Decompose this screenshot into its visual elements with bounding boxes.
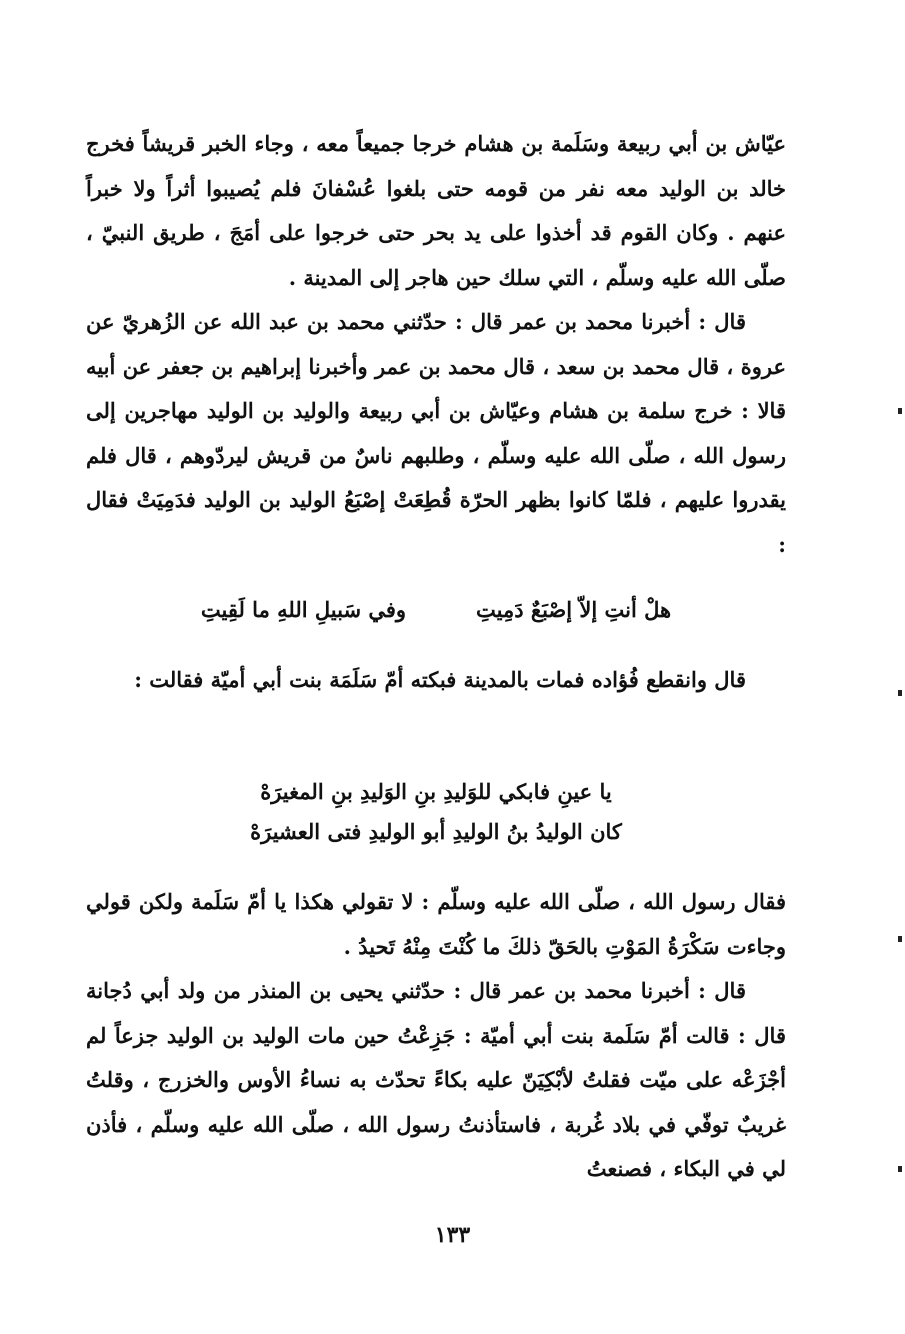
text-block-opening <box>86 122 786 567</box>
text-block-closing <box>86 880 786 1192</box>
paragraph-umm-salama: قال وانقطع فُؤاده فمات بالمدينة فبكته أمّ سَلَمَة بنت أبي أميّة فقالت : <box>134 667 746 692</box>
paragraph-prophet-reply: فقال رسول الله ، صلّى الله عليه وسلّم : لا تقولي هكذا يا أمّ سَلَمة ولكن قولي وجاءت سَكْرَةُ المَوْتِ بالحَقّ ذلكَ ما كُنْتَ مِنْهُ تَحيدُ . <box>86 889 786 959</box>
paragraph-abu-dujana: قال : أخبرنا محمد بن عمر قال : حدّثني يحيى بن المنذر من ولد أبي دُجانة قال : قالت أمّ سَلَمة بنت أبي أميّة : جَزِعْتُ حين مات الوليد بن الوليد جزعاً لم أجْزَعْه على ميّت فقلتُ لأبْكِيَنّ عليه بكاءً تحدّث به نساءُ الأوس والخزرج ، وقلتُ غريبٌ توفّي في بلاد غُربة ، فاستأذنتُ رسول الله ، صلّى الله عليه وسلّم ، فأذن لي في البكاء ، فصنعتُ <box>86 978 786 1181</box>
verse-hemistich-second: وفي سَبيلِ اللهِ ما لَقِيتِ <box>200 597 407 622</box>
text-block-lament-intro <box>86 658 786 703</box>
verse-lament <box>86 772 786 852</box>
verse-hemistich-first: هلْ أنتِ إلاّ إصْبَعٌ دَمِيتِ <box>476 597 672 622</box>
scan-mark <box>898 408 902 414</box>
verse-walid <box>86 590 786 630</box>
verse-line-2: كان الوليدُ بنُ الوليدِ أبو الوليدِ فتى العشيرَهْ <box>250 819 622 844</box>
scan-mark <box>898 690 902 696</box>
verse-line-1: يا عينِ فابكي للوَليدِ بنِ الوَليدِ بنِ المغيرَهْ <box>260 779 612 804</box>
paragraph-narration-walid: قال : أخبرنا محمد بن عمر قال : حدّثني محمد بن عبد الله عن الزُهريّ عن عروة ، قال محمد بن سعد ، قال محمد بن عمر وأخبرنا إبراهيم بن جعفر عن أبيه قالا : خرج سلمة بن هشام وعيّاش بن أبي ربيعة والوليد بن الوليد مهاجرين إلى رسول الله ، صلّى الله عليه وسلّم ، وطلبهم ناسٌ من قريش ليردّوهم ، قال فلم يقدروا عليهم ، فلمّا كانوا بظهر الحرّة قُطِعَتْ إصْبَعُ الوليد بن الوليد فدَمِيَتْ فقال : <box>86 309 786 557</box>
paragraph-ayyash-salama: عيّاش بن أبي ربيعة وسَلَمة بن هشام خرجا جميعاً معه ، وجاء الخبر قريشاً فخرج خالد بن الوليد معه نفر من قومه حتى بلغوا عُسْفانَ فلم يُصيبوا أثراً ولا خبراً عنهم . وكان القوم قد أخذوا على يد بحر حتى خرجوا على أمَجَ ، طريق النبيّ ، صلّى الله عليه وسلّم ، التي سلك حين هاجر إلى المدينة . <box>86 131 786 290</box>
page-number: ١٣٣ <box>434 1222 471 1248</box>
scan-mark <box>898 936 902 942</box>
scan-mark <box>898 1166 902 1172</box>
